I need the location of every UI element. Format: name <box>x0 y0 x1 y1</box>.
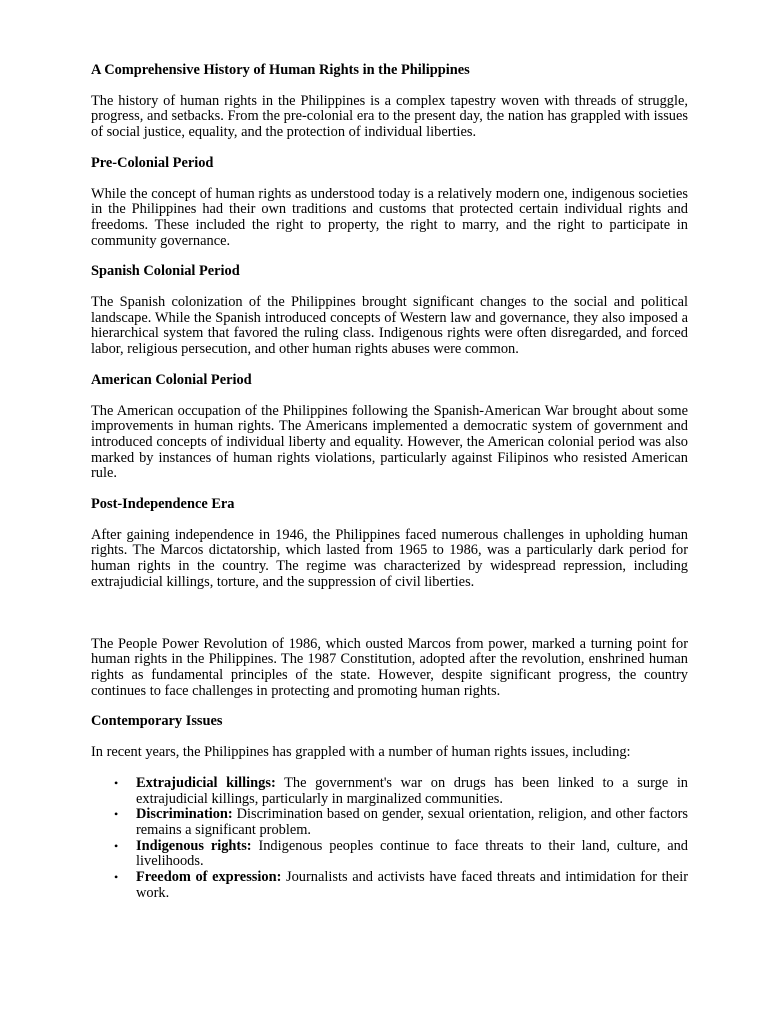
issue-text: Journalists and activists have faced threats and intimidation for their work. <box>136 869 688 901</box>
bullet-icon: • <box>114 870 119 885</box>
issue-term: Extrajudicial killings: <box>136 774 276 791</box>
list-item <box>114 806 688 838</box>
document-page <box>91 63 688 901</box>
bullet-icon: • <box>114 838 119 853</box>
section-body-spanish-colonial: The Spanish colonization of the Philippines brought significant changes to the social and political landscape. While the Spanish introduced concepts of Western law and governance, they also imposed a hierarchical system that favored the ruling class. Indigenous rights were often disregarded, and forced labor, religious persecution, and other human rights abuses were common. <box>91 294 688 358</box>
list-item <box>114 774 689 807</box>
section-heading-contemporary: Contemporary Issues <box>91 713 223 730</box>
section-heading-post-independence: Post-Independence Era <box>91 496 235 513</box>
bullet-icon: • <box>114 807 119 822</box>
bullet-icon: • <box>114 775 119 790</box>
issue-text: Discrimination based on gender, sexual orientation, religion, and other factors remains a significant problem. <box>136 806 688 838</box>
issue-text: Indigenous peoples continue to face threats to their land, culture, and livelihoods. <box>136 837 688 870</box>
section-body-post-independence: After gaining independence in 1946, the Philippines faced numerous challenges in upholding human rights. The Marcos dictatorship, which lasted from 1965 to 1986, was a particularly dark period for human rights in the country. The regime was characterized by widespread repression, including extrajudicial killings, torture, and the suppression of civil liberties. <box>91 526 688 590</box>
document-title: A Comprehensive History of Human Rights in the Philippines <box>91 62 470 78</box>
issue-term: Indigenous rights: <box>136 837 252 854</box>
issue-term: Freedom of expression: <box>136 869 282 886</box>
section-body-american-colonial: The American occupation of the Philippines following the Spanish-American War brought about some improvements in human rights. The Americans implemented a democratic system of government and introduced concepts of individual liberty and equality. However, the American colonial period was also marked by instances of human rights violations, particularly against Filipinos who resisted American rule. <box>91 402 688 482</box>
issues-list <box>91 776 688 902</box>
blank-space <box>91 606 688 637</box>
list-item <box>114 869 688 901</box>
section-body-pre-colonial: While the concept of human rights as understood today is a relatively modern one, indigenous societies in the Philippines had their own traditions and customs that protected certain individual rights and freedoms. These included the right to property, the right to marry, and the right to participate in community governance. <box>91 185 688 249</box>
section-heading-pre-colonial: Pre-Colonial Period <box>91 154 214 171</box>
section-body-people-power: The People Power Revolution of 1986, which ousted Marcos from power, marked a turning point for human rights in the Philippines. The 1987 Constitution, adopted after the revolution, enshrined human rights as fundamental principles of the state. However, despite significant progress, the country continues to face challenges in protecting and promoting human rights. <box>91 635 688 699</box>
intro-paragraph: The history of human rights in the Philippines is a complex tapestry woven with threads of struggle, progress, and setbacks. From the pre-colonial era to the present day, the nation has grappled with issues of social justice, equality, and the protection of individual liberties. <box>91 92 688 141</box>
section-heading-american-colonial: American Colonial Period <box>91 371 252 388</box>
section-heading-spanish-colonial: Spanish Colonial Period <box>91 263 240 280</box>
section-body-contemporary: In recent years, the Philippines has grappled with a number of human rights issues, including: <box>91 744 631 761</box>
list-item <box>114 837 688 870</box>
issue-term: Discrimination: <box>136 806 233 823</box>
issue-text: The government's war on drugs has been linked to a surge in extrajudicial killings, particularly in marginalized communities. <box>136 774 689 807</box>
